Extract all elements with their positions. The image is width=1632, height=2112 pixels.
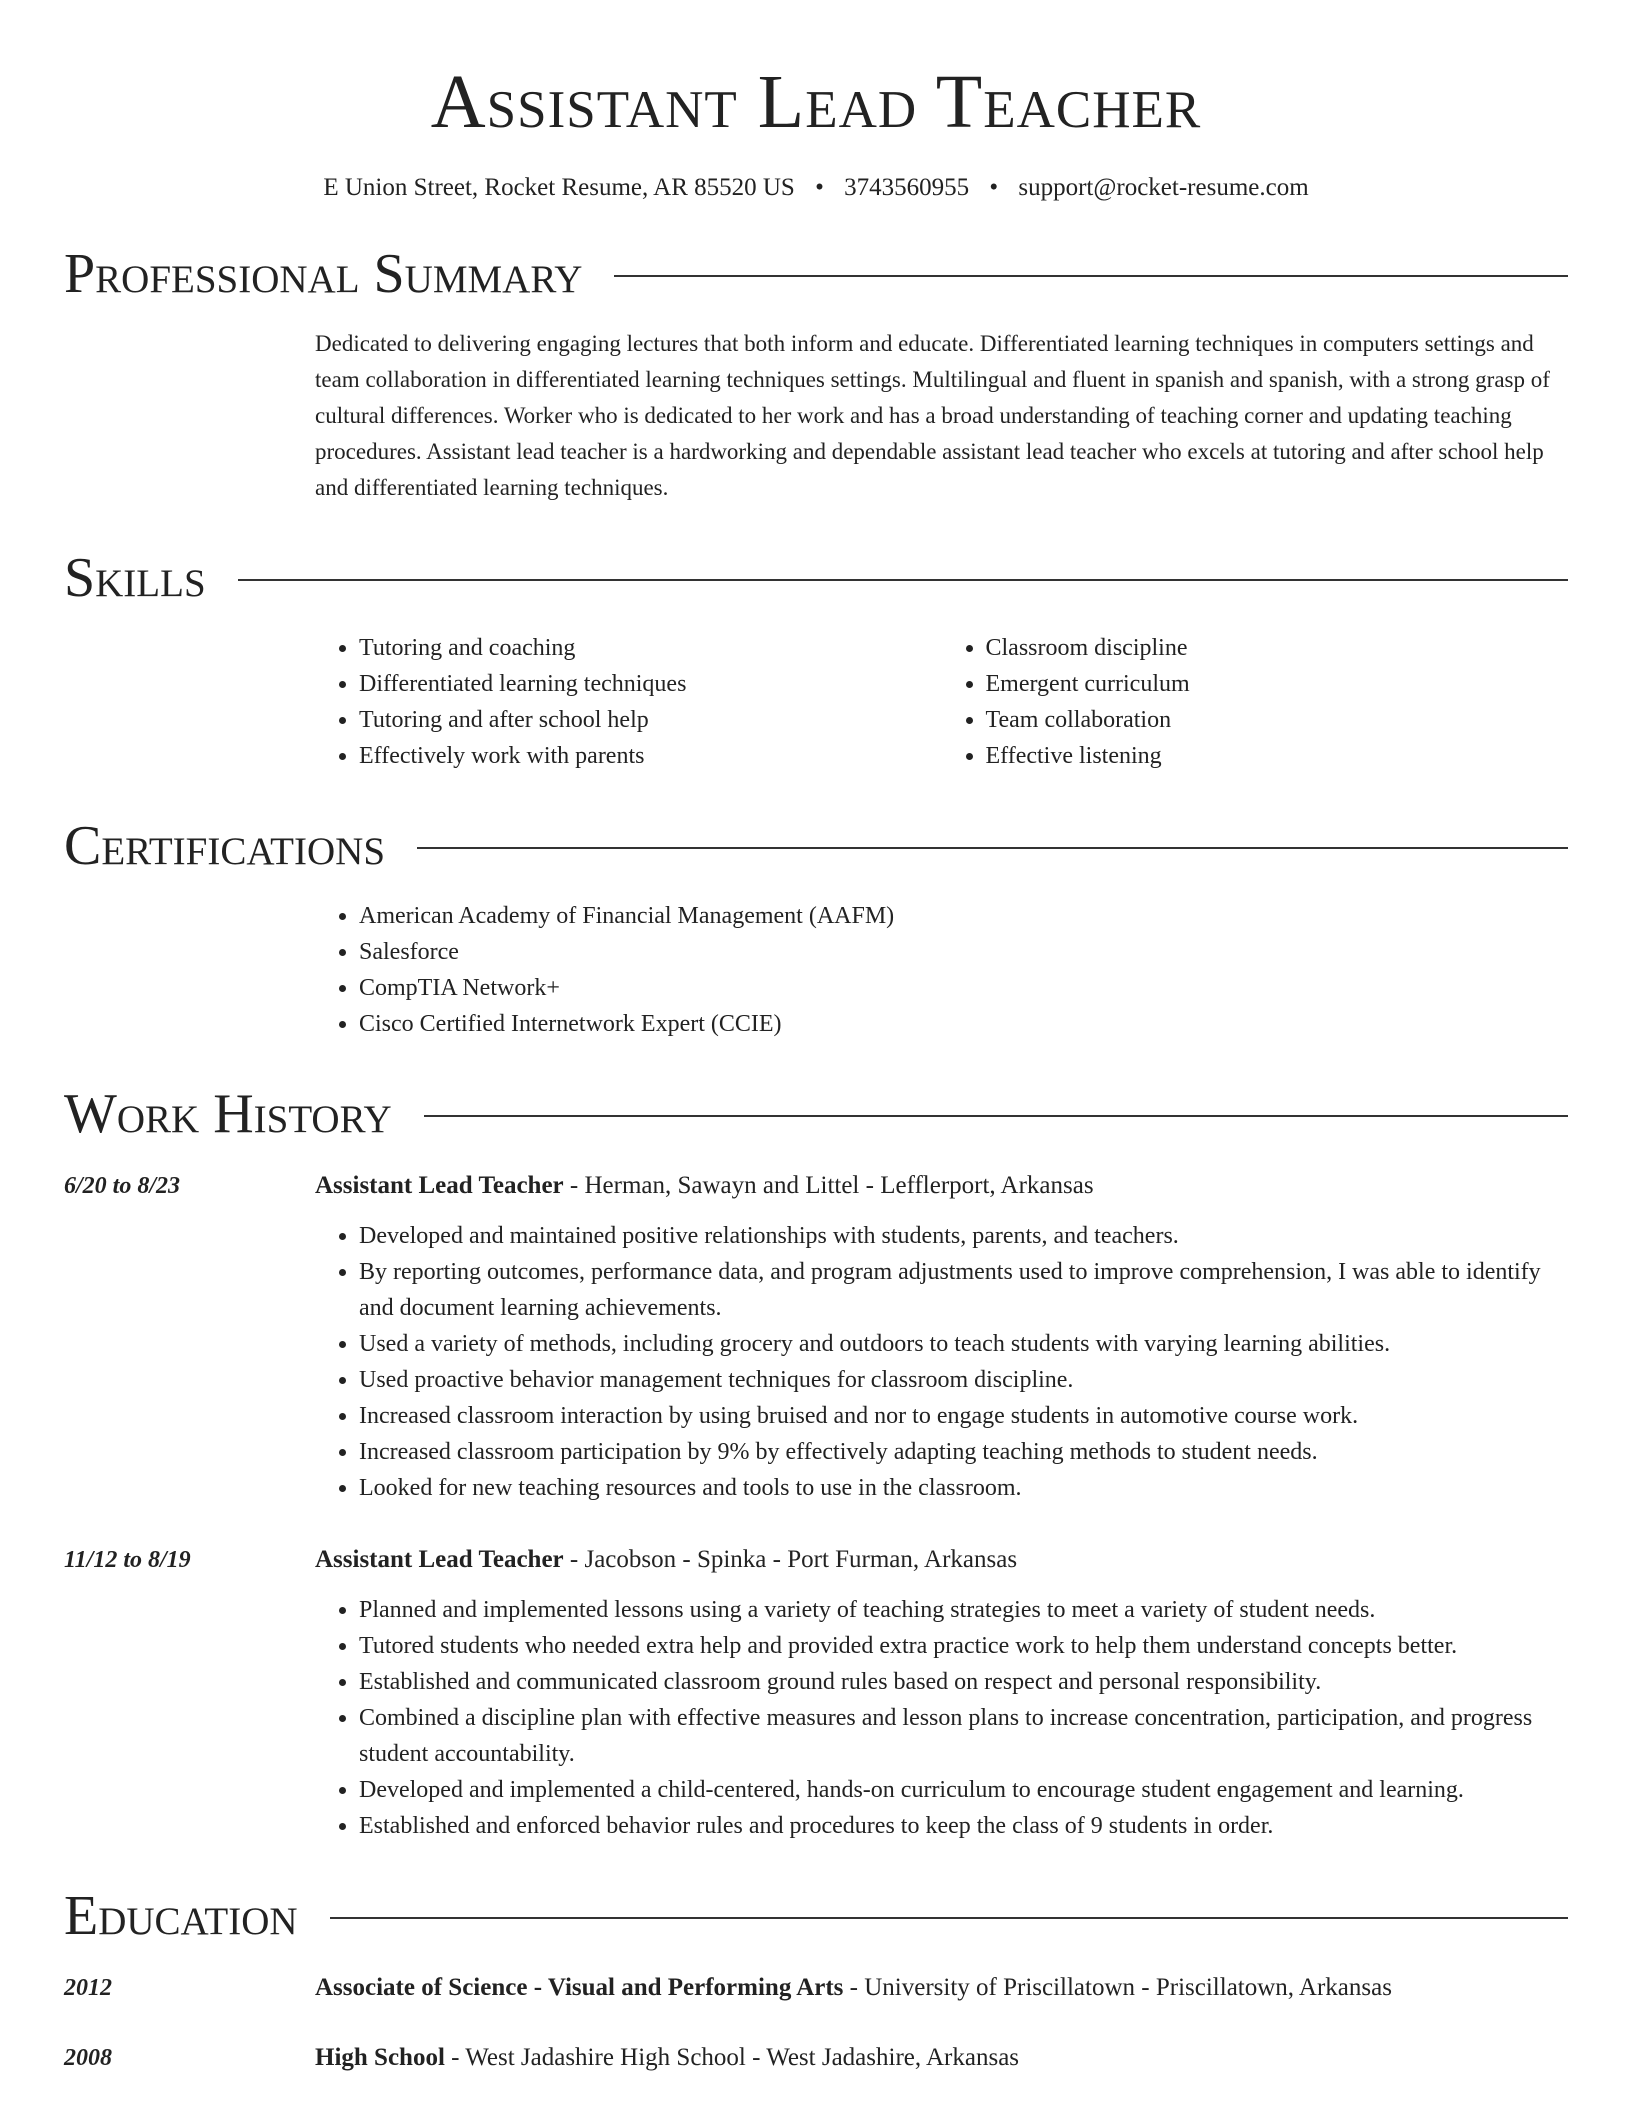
- job-bullet: • Established and enforced behavior rules and procedures to keep the class of 9 students in order.: [359, 1808, 1568, 1844]
- skill-item: • Effective listening: [986, 738, 1569, 774]
- education-year: 2008: [64, 2045, 112, 2071]
- section-divider: [614, 275, 1568, 277]
- section-title-work: Work History: [64, 1083, 392, 1145]
- section-divider: [238, 579, 1568, 581]
- job-body: [315, 1168, 1568, 1506]
- section-divider: [330, 1917, 1568, 1919]
- contact-email: support@rocket-resume.com: [1018, 174, 1309, 201]
- contact-address: E Union Street, Rocket Resume, AR 85520 US: [323, 174, 795, 201]
- certification-item: • Cisco Certified Internetwork Expert (CCIE): [359, 1006, 1568, 1042]
- section-title-summary: Professional Summary: [64, 243, 583, 305]
- education-heading: [315, 1970, 1392, 2006]
- education-year: 2012: [64, 1975, 112, 2001]
- contact-separator: •: [815, 174, 824, 201]
- section-title-education: Education: [64, 1885, 298, 1947]
- job-entry: [64, 1168, 1568, 1506]
- skill-item: • Effectively work with parents: [359, 738, 942, 774]
- job-bullets: [315, 1218, 1568, 1506]
- contact-phone: 3743560955: [844, 174, 970, 201]
- job-bullet: • Planned and implemented lessons using a variety of teaching strategies to meet a variety of student needs.: [359, 1592, 1568, 1628]
- job-body: [315, 1542, 1568, 1844]
- certifications-list: [315, 898, 1568, 1042]
- job-bullet: • Increased classroom interaction by using bruised and nor to engage students in automotive course work.: [359, 1398, 1568, 1434]
- contact-separator: •: [989, 174, 999, 201]
- certifications-bullets: [315, 898, 1568, 1042]
- job-heading: [315, 1168, 1568, 1204]
- job-employer: - Jacobson - Spinka - Port Furman, Arkansas: [563, 1546, 1018, 1573]
- job-role: Assistant Lead Teacher: [315, 1172, 564, 1199]
- job-bullet: • Looked for new teaching resources and tools to use in the classroom.: [359, 1470, 1568, 1506]
- job-heading: [315, 1542, 1568, 1578]
- education-school: - West Jadashire High School - West Jadashire, Arkansas: [444, 2044, 1020, 2071]
- job-bullet: • Developed and maintained positive relationships with students, parents, and teachers.: [359, 1218, 1568, 1254]
- section-title-skills: Skills: [64, 547, 206, 609]
- education-entry: [64, 1970, 1568, 2006]
- skill-item: • Tutoring and after school help: [359, 702, 942, 738]
- certification-item: • American Academy of Financial Management (AAFM): [359, 898, 1568, 934]
- work-section-header: [64, 1083, 1568, 1145]
- job-bullet: • Used proactive behavior management techniques for classroom discipline.: [359, 1362, 1568, 1398]
- summary-text: Dedicated to delivering engaging lectures that both inform and educate. Differentiated learning techniques in computers settings and team collaboration in differentiated learning techniques settings. Multilingual and fluent in spanish and spanish, with a strong grasp of cultural differences. Worker who is dedicated to her work and has a broad understanding of teaching corner and updating teaching procedures. Assistant lead teacher is a hardworking and dependable assistant lead teacher who excels at tutoring and after school help and differentiated learning techniques.: [315, 331, 1550, 500]
- job-bullet: • Tutored students who needed extra help and provided extra practice work to help them understand concepts better.: [359, 1628, 1568, 1664]
- job-bullet: • Developed and implemented a child-centered, hands-on curriculum to encourage student engagement and learning.: [359, 1772, 1568, 1808]
- job-dates: 6/20 to 8/23: [64, 1173, 181, 1199]
- certification-item: • Salesforce: [359, 934, 1568, 970]
- summary-section-header: [64, 243, 1568, 305]
- section-divider: [424, 1115, 1568, 1117]
- education-heading: [315, 2040, 1019, 2076]
- education-section-header: [64, 1885, 1568, 1947]
- certification-item: • CompTIA Network+: [359, 970, 1568, 1006]
- education-school: - University of Priscillatown - Priscillatown, Arkansas: [843, 1974, 1392, 2001]
- skill-item: • Team collaboration: [986, 702, 1569, 738]
- education-degree: High School: [315, 2044, 445, 2071]
- section-title-certifications: Certifications: [64, 815, 386, 877]
- education-degree: Associate of Science - Visual and Performing Arts: [315, 1974, 844, 2001]
- skills-list: [315, 630, 1568, 774]
- skills-column-left: [315, 630, 942, 774]
- job-entry: [64, 1542, 1568, 1844]
- skill-item: • Emergent curriculum: [986, 666, 1569, 702]
- job-bullet: • Established and communicated classroom ground rules based on respect and personal responsibility.: [359, 1664, 1568, 1700]
- job-dates: 11/12 to 8/19: [64, 1547, 191, 1573]
- job-role: Assistant Lead Teacher: [315, 1546, 564, 1573]
- skill-item: • Tutoring and coaching: [359, 630, 942, 666]
- section-divider: [417, 847, 1568, 849]
- education-entry: [64, 2040, 1568, 2076]
- contact-line: [64, 174, 1568, 202]
- job-bullet: • Combined a discipline plan with effective measures and lesson plans to increase concentration, participation, and progress student accountability.: [359, 1700, 1568, 1772]
- job-bullet: • By reporting outcomes, performance data, and program adjustments used to improve comprehension, I was able to identify and document learning achievements.: [359, 1254, 1568, 1326]
- job-employer: - Herman, Sawayn and Littel - Lefflerport, Arkansas: [563, 1172, 1094, 1199]
- skill-item: • Classroom discipline: [986, 630, 1569, 666]
- candidate-name: Assistant Lead Teacher: [430, 60, 1202, 144]
- certifications-section-header: [64, 815, 1568, 877]
- job-bullet: • Used a variety of methods, including grocery and outdoors to teach students with varying learning abilities.: [359, 1326, 1568, 1362]
- skill-item: • Differentiated learning techniques: [359, 666, 942, 702]
- skills-section-header: [64, 547, 1568, 609]
- skills-column-right: [942, 630, 1569, 774]
- job-bullets: [315, 1592, 1568, 1844]
- job-bullet: • Increased classroom participation by 9% by effectively adapting teaching methods to student needs.: [359, 1434, 1568, 1470]
